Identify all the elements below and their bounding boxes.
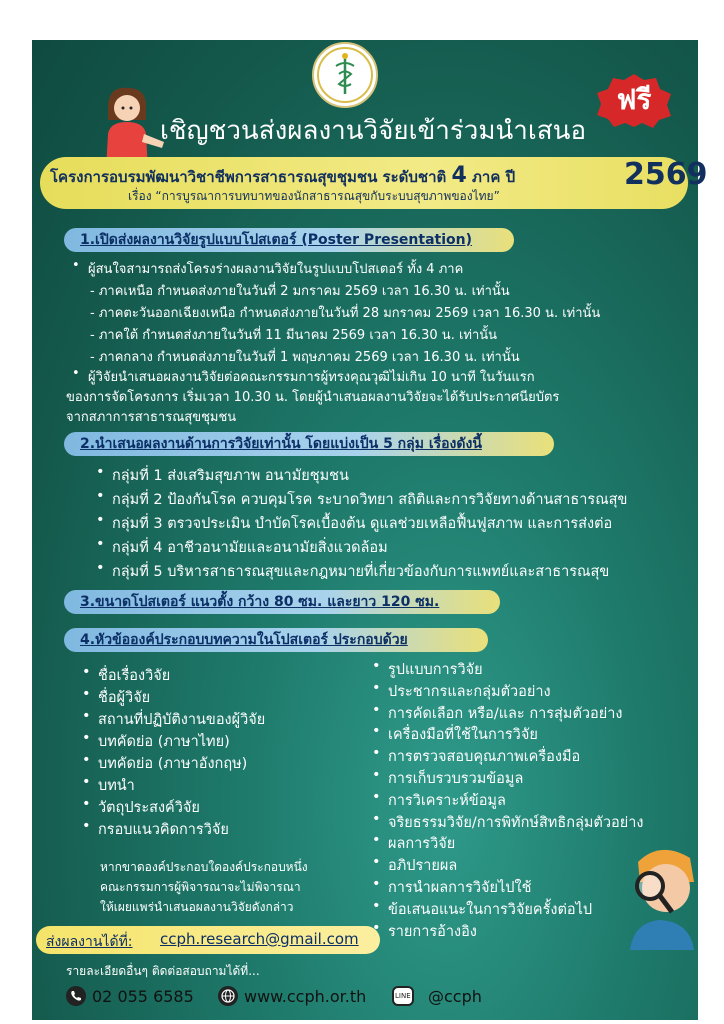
component-right-item-7: • การวิเคราะห์ข้อมูล [388,789,506,812]
boy-magnifier-illustration [620,842,698,950]
ccph-logo [312,42,378,108]
project-banner [40,157,708,209]
component-right-item-13: • รายการอ้างอิง [388,920,477,943]
component-right-item-3: • การคัดเลือก หรือ/และ การสุ่มตัวอย่าง [388,702,622,725]
section2-heading: 2.นำเสนอผลงานด้านการวิจัยเท่านั้น โดยแบ่งเป็น 5 กลุ่ม เรื่องดังนี้ [64,432,554,456]
caduceus-icon [314,44,376,106]
phone-icon [66,986,86,1006]
group-2: • กลุ่มที่ 2 ป้องกันโรค ควบคุมโรค ระบาดวิทยา สถิติและการวิจัยทางด้านสาธารณสุข [112,488,627,511]
deadline-north: - ภาคเหนือ กำหนดส่งภายในวันที่ 2 มกราคม 2569 เวลา 16.30 น. เท่านั้น [90,284,510,299]
phone-number: 02 055 6585 [92,986,194,1006]
component-left-item-5: • บทคัดย่อ (ภาษาอังกฤษ) [98,752,247,775]
banner-line-2: เรื่อง “การบูรณาการบทบาทของนักสาธารณสุขกับระบบสุขภาพของไทย” [128,189,500,203]
section1-note-2: ของการจัดโครงการ เริ่มเวลา 10.30 น. โดยผู้นำเสนอผลงานวิจัยจะได้รับประกาศนียบัตร [66,390,560,405]
component-right-item-12: • ข้อเสนอแนะในการวิจัยครั้งต่อไป [388,898,592,921]
more-info-text: รายละเอียดอื่นๆ ติดต่อสอบถามได้ที่... [66,964,260,978]
free-badge [594,72,674,128]
component-right-item-4: • เครื่องมือที่ใช้ในการวิจัย [388,723,538,746]
component-left-item-8: • กรอบแนวคิดการวิจัย [98,818,229,841]
warning-line-1: หากขาดองค์ประกอบใดองค์ประกอบหนึ่ง [100,860,308,874]
section1-intro: • ผู้สนใจสามารถส่งโครงร่างผลงานวิจัยในรูปแบบโปสเตอร์ ทั้ง 4 ภาค [88,258,463,279]
deadline-south: - ภาคใต้ กำหนดส่งภายในวันที่ 11 มีนาคม 2569 เวลา 16.30 น. เท่านั้น [90,328,498,343]
section1-note-1: • ผู้วิจัยนำเสนอผลงานวิจัยต่อคณะกรรมการผู้ทรงคุณวุฒิไม่เกิน 10 นาที ในวันแรก [88,366,535,387]
component-right-item-9: • ผลการวิจัย [388,832,455,855]
submit-label: ส่งผลงานได้ที่: [46,934,133,950]
component-right-item-2: • ประชากรและกลุ่มตัวอย่าง [388,680,551,703]
banner-regions-number: 4 [451,163,467,188]
component-left-item-7: • วัตถุประสงค์วิจัย [98,796,200,819]
deadline-northeast: - ภาคตะวันออกเฉียงเหนือ กำหนดส่งภายในวันที่ 28 มกราคม 2569 เวลา 16.30 น. เท่านั้น [90,306,601,321]
group-3: • กลุ่มที่ 3 ตรวจประเมิน บำบัดโรคเบื้องต้น ดูแลช่วยเหลือฟื้นฟูสภาพ และการส่งต่อ [112,512,612,535]
submit-pill [36,926,380,954]
component-right-item-6: • การเก็บรวบรวมข้อมูล [388,767,523,790]
line-id: @ccph [428,986,482,1006]
group-1: • กลุ่มที่ 1 ส่งเสริมสุขภาพ อนามัยชุมชน [112,464,349,487]
group-5: • กลุ่มที่ 5 บริหารสาธารณสุขและกฎหมายที่เกี่ยวข้องกับการแพทย์และสาธารณสุข [112,560,609,583]
section4-heading: 4.หัวข้อองค์ประกอบบทความในโปสเตอร์ ประกอบด้วย [64,628,488,652]
component-left-item-4: • บทคัดย่อ (ภาษาไทย) [98,730,230,753]
globe-icon [218,986,238,1006]
component-right-item-5: • การตรวจสอบคุณภาพเครื่องมือ [388,745,580,768]
banner-mid: ภาค ปี [466,168,516,186]
free-badge-text: ฟรี [616,83,652,116]
component-left-item-6: • บทนำ [98,774,135,797]
line-icon-label: LINE [395,992,411,1000]
component-left-item-1: • ชื่อเรื่องวิจัย [98,664,170,687]
website-contact[interactable] [218,984,366,1008]
banner-line-1 [50,163,515,189]
component-right-item-1: • รูปแบบการวิจัย [388,658,483,681]
banner-prefix: โครงการอบรมพัฒนาวิชาชีพการสาธารณสุขชุมชน ระดับชาติ [50,168,452,186]
submit-email-link[interactable]: ccph.research@gmail.com [160,930,359,948]
website-url: www.ccph.or.th [244,986,367,1006]
banner-year: 2569 [624,157,708,192]
warning-line-2: คณะกรรมการผู้พิจารณาจะไม่พิจารณา [100,880,301,894]
line-contact[interactable] [392,984,482,1008]
phone-contact[interactable] [66,984,194,1008]
component-right-item-10: • อภิปรายผล [388,854,457,877]
section1-note-3: จากสภาการสาธารณสุขชุมชน [66,410,237,425]
component-left-item-2: • ชื่อผู้วิจัย [98,686,150,709]
line-app-icon [392,986,414,1006]
group-4: • กลุ่มที่ 4 อาชีวอนามัยและอนามัยสิ่งแวดล้อม [112,536,388,559]
page-title: เชิญชวนส่งผลงานวิจัยเข้าร่วมนำเสนอ [160,116,587,146]
component-left-item-3: • สถานที่ปฏิบัติงานของผู้วิจัย [98,708,265,731]
section3-heading: 3.ขนาดโปสเตอร์ แนวตั้ง กว้าง 80 ซม. และยาว 120 ซม. [64,590,500,614]
warning-line-3: ให้เผยแพร่นำเสนอผลงานวิจัยดังกล่าว [100,900,294,914]
component-right-item-8: • จริยธรรมวิจัย/การพิทักษ์สิทธิกลุ่มตัวอย่าง [388,811,643,834]
deadline-central: - ภาคกลาง กำหนดส่งภายในวันที่ 1 พฤษภาคม 2569 เวลา 16.30 น. เท่านั้น [90,350,520,365]
section1-heading: 1.เปิดส่งผลงานวิจัยรูปแบบโปสเตอร์ (Poster Presentation) [64,228,514,252]
component-right-item-11: • การนำผลการวิจัยไปใช้ [388,876,531,899]
